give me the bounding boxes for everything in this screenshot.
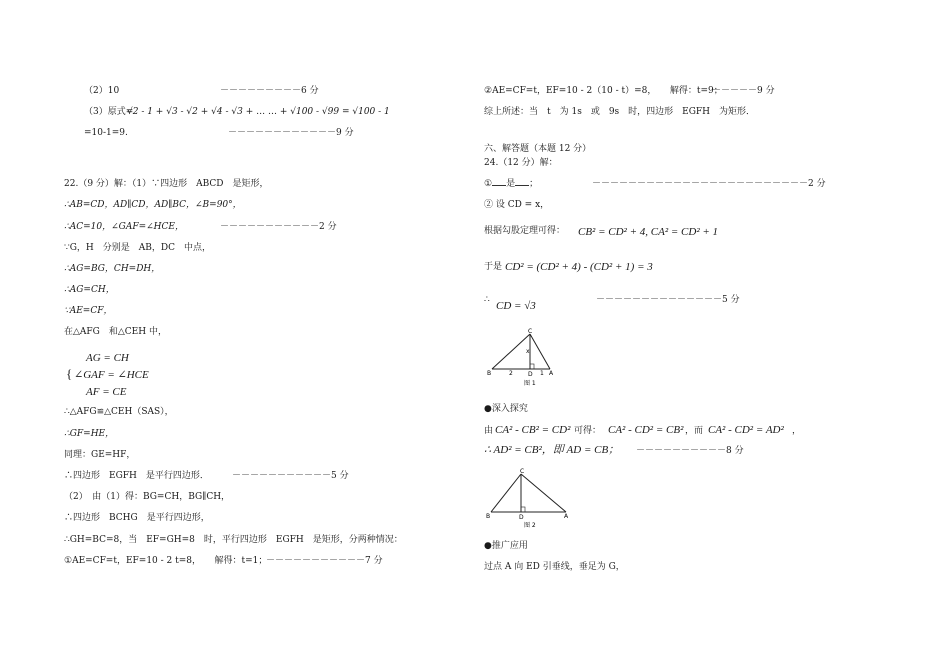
deep-eq-3: CA² - CD² = AD² <box>708 424 784 436</box>
deep-heading: ●深入探究 <box>484 404 528 414</box>
fig1-label-1: 1 <box>540 370 544 377</box>
system-eq-3: AF = CE <box>86 386 127 398</box>
step-set-cd: ② 设 CD = x， <box>484 200 550 210</box>
step-3: ∵G，H 分别是 AB，DC 中点， <box>64 243 211 253</box>
system-eq-1: AG = CH <box>86 352 129 364</box>
system-brace: { <box>66 366 73 381</box>
deep-line-1-mid: 可得： <box>574 426 602 436</box>
fig2-label-d: D <box>519 514 524 521</box>
blank-2 <box>515 185 529 186</box>
score-9-right: －－－－－9 分 <box>712 86 775 96</box>
triangle-figure-2 <box>484 468 574 530</box>
fig1-label-b: B <box>487 370 492 377</box>
deep-eq-4: ∴ AD² = CB²，即 AD = CB； <box>484 444 620 456</box>
step-1: ∴AB=CD，AD∥CD，AD∥BC，∠B=90°， <box>64 200 242 210</box>
step-4: ∴AG=BG，CH=DH， <box>64 264 161 274</box>
fig1-label-c: C <box>528 328 533 335</box>
cd-result: CD = √3 <box>496 300 536 312</box>
fig2-label-c: C <box>520 468 525 475</box>
figure-1 <box>484 326 564 388</box>
fig1-label-a: A <box>549 370 554 377</box>
score-2-right: －－－－－－－－－－－－－－－－－－－－－－－－2 分 <box>592 179 826 189</box>
thus-label: 于是 <box>484 262 503 272</box>
pythagoras-eq: CB² = CD² + 4, CA² = CD² + 1 <box>578 226 719 238</box>
score-6: －－－－－－－－－6 分 <box>220 86 319 96</box>
fig1-caption: 图 1 <box>524 380 536 387</box>
blank-1 <box>492 185 506 186</box>
score-5-right: －－－－－－－－－－－－－－5 分 <box>596 295 740 305</box>
step-5: ∴AG=CH， <box>64 285 115 295</box>
part2-1: （2） 由（1）得：BG=CH，BG∥CH， <box>64 492 231 502</box>
fig1-label-2: 2 <box>509 370 513 377</box>
deep-line-1-start: 由 <box>484 426 494 436</box>
part2-3: ∴GH=BC=8，当 EF=GH=8 时，平行四边形 EGFH 是矩形，分两种情况： <box>64 535 403 545</box>
line-part3-expression: √2 - 1 + √3 - √2 + √4 - √3 + … … + √100 - √99 = √100 - 1 <box>127 107 390 117</box>
step-10: 同理：GE=HF， <box>64 450 136 460</box>
score-9: －－－－－－－－－－－－9 分 <box>228 128 354 138</box>
answer-1-punct: ； <box>529 179 539 189</box>
score-7: －－－－－－－－－－－7 分 <box>266 556 383 566</box>
line-result: =10-1=9. <box>84 128 128 138</box>
step-6: ∵AE=CF， <box>64 306 113 316</box>
deep-line-1-and: ，而 <box>685 426 704 436</box>
step-11: ∴四边形 EGFH 是平行四边形． <box>64 471 209 481</box>
fig2-label-a: A <box>564 513 569 520</box>
fig2-caption: 图 2 <box>524 522 536 529</box>
answer-1-marker: ① <box>484 179 493 189</box>
case-2: ②AE=CF=t，EF=10 - 2（10 - t）=8， 解得：t=9； <box>484 86 723 96</box>
answer-1-word: 是 <box>506 179 516 189</box>
line-part2: （2）10 <box>84 86 120 96</box>
score-2: －－－－－－－－－－－2 分 <box>220 222 337 232</box>
step-8: ∴△AFG≌△CEH（SAS）， <box>64 407 174 417</box>
general-heading: ●推广应用 <box>484 541 528 551</box>
step-2: ∴AC=10，∠GAF=∠HCE， <box>64 222 184 232</box>
section-6: 六、解答题（本题 12 分） <box>484 144 592 154</box>
part2-4: ①AE=CF=t，EF=10 - 2 t=8， 解得：t=1； <box>64 556 268 566</box>
figure-2 <box>484 468 574 530</box>
deep-eq-1: CA² - CB² = CD² <box>495 424 571 436</box>
deep-eq-2: CA² - CD² = CB² <box>608 424 684 436</box>
fig2-label-b: B <box>486 513 491 520</box>
step-9: ∴GF=HE， <box>64 429 115 439</box>
part2-2: ∴四边形 BCHG 是平行四边形， <box>64 513 210 523</box>
therefore-symbol: ∴ <box>484 295 490 305</box>
deep-line-1-end: ， <box>792 426 802 436</box>
conclusion: 综上所述：当 t 为 1s 或 9s 时，四边形 EGFH 为矩形． <box>484 107 756 117</box>
question-22: 22.（9 分）解：（1）∵四边形 ABCD 是矩形， <box>64 179 269 189</box>
triangle-figure-1 <box>484 326 564 388</box>
fig1-label-d: D <box>528 371 533 378</box>
thus-eq: CD² = (CD² + 4) - (CD² + 1) = 3 <box>505 261 653 273</box>
pythagoras-label: 根据勾股定理可得： <box>484 226 566 236</box>
answer-1 <box>484 178 538 190</box>
general-line-1: 过点 A 向 ED 引垂线，垂足为 G， <box>484 562 625 572</box>
line-part3-label: （3）原式= <box>84 107 134 117</box>
score-8: －－－－－－－－－－8 分 <box>636 446 744 456</box>
system-eq-2: ∠GAF = ∠HCE <box>74 369 149 381</box>
fig1-label-x: x <box>526 348 530 355</box>
question-24: 24.（12 分）解： <box>484 158 558 168</box>
score-5: －－－－－－－－－－－5 分 <box>232 471 349 481</box>
step-7: 在△AFG 和△CEH 中， <box>64 327 167 337</box>
